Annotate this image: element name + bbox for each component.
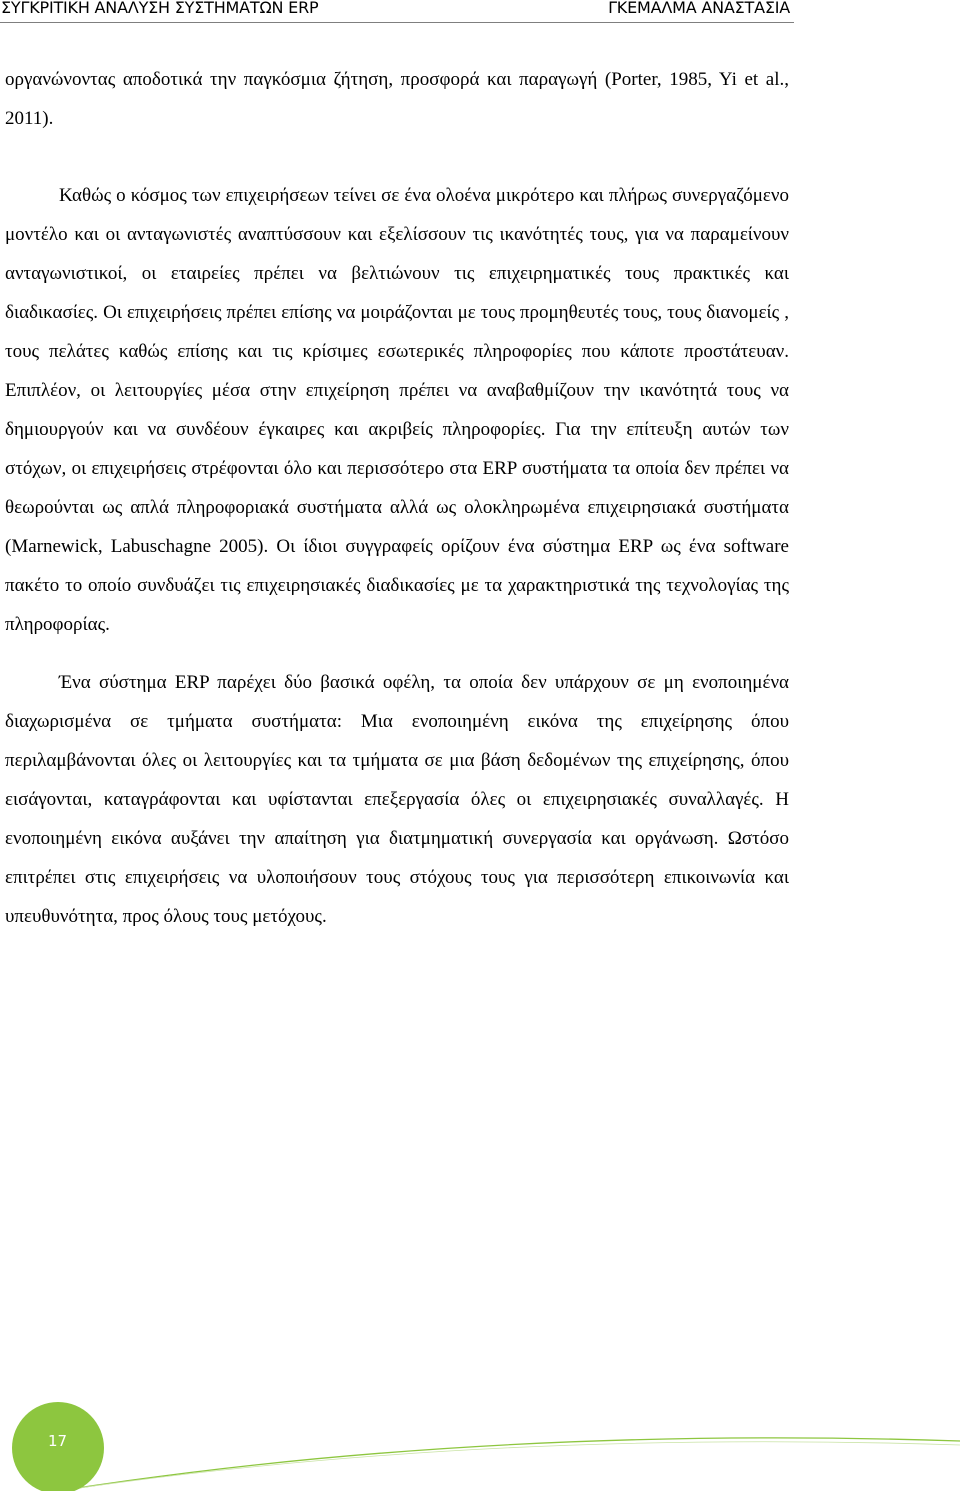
page-number: 17 [47, 1432, 68, 1450]
page-footer [0, 1375, 960, 1491]
paragraph-erp-benefits: Ένα σύστημα ERP παρέχει δύο βασικά οφέλη, τα οποία δεν υπάρχουν σε μη ενοποιημένα διαχωρισμένα σε τμήματα συστήματα: Μια ενοποιημένη εικόνα της επιχείρησης όπου περιλαμβάνονται όλες οι λειτουργίες και τα τμήματα σε μια βάση δεδομένων της επιχείρησης, όπου εισάγονται, καταγράφονται και υφίστανται επεξεργασία όλες οι επιχειρησιακές συναλλαγές. Η ενοποιημένη εικόνα αυξάνει την απαίτηση για διατμηματική συνεργασία και οργάνωση. Ωστόσο επιτρέπει στις επιχειρήσεις να υλοποιήσουν τους στόχους τους για περισσότερη επικοινωνία και υπευθυνότητα, προς όλους τους μετόχους. [5, 672, 789, 927]
footer-curve [58, 1438, 960, 1491]
running-header [0, 0, 794, 23]
paragraph-competition: Καθώς ο κόσμος των επιχειρήσεων τείνει σε ένα ολοένα μικρότερο και πλήρως συνεργαζόμενο μοντέλο και οι ανταγωνιστές αναπτύσσουν και εξελίσσουν τις ικανότητές τους, για να παραμείνουν ανταγωνιστικοί, οι εταιρείες πρέπει να βελτιώνουν τις επιχειρηματικές τους πρακτικές και διαδικασίες. Οι επιχειρήσεις πρέπει επίσης να μοιράζονται με τους προμηθευτές τους, τους διανομείς , τους πελάτες καθώς επίσης και τις κρίσιμες εσωτερικές πληροφορίες που κάποτε προστάτευαν. Επιπλέον, οι λειτουργίες μέσα στην επιχείρηση πρέπει να αναβαθμίζουν την ικανότητά τους να δημιουργούν και να συνδέουν έγκαιρες και ακριβείς πληροφορίες. Για την επίτευξη αυτών των στόχων, οι επιχειρήσεις στρέφονται όλο και περισσότερο στα ERP συστήματα τα οποία δεν πρέπει να θεωρούνται ως απλά πληροφοριακά συστήματα αλλά ως ολοκληρωμένα επιχειρησιακά συστήματα (Marnewick, Labuschagne 2005). Οι ίδιοι συγγραφείς ορίζουν ένα σύστημα ERP ως ένα software πακέτο το οποίο συνδυάζει τις επιχειρησιακές διαδικασίες με τα χαρακτηριστικά της τεχνολογίας της πληροφορίας. [5, 185, 789, 635]
footer-decoration [0, 1375, 960, 1491]
paragraph-continuation: οργανώνοντας αποδοτικά την παγκόσμια ζήτηση, προσφορά και παραγωγή (Porter, 1985, Yi et al., 2011). [5, 69, 789, 129]
header-author: ΓΚΕΜΑΛΜΑ ΑΝΑΣΤΑΣΙΑ [608, 0, 790, 17]
document-body [5, 60, 789, 936]
header-title: ΣΥΓΚΡΙΤΙΚΗ ΑΝΑΛΥΣΗ ΣΥΣΤΗΜΑΤΩΝ ERP [1, 0, 319, 17]
footer-curve-shadow [58, 1442, 960, 1491]
